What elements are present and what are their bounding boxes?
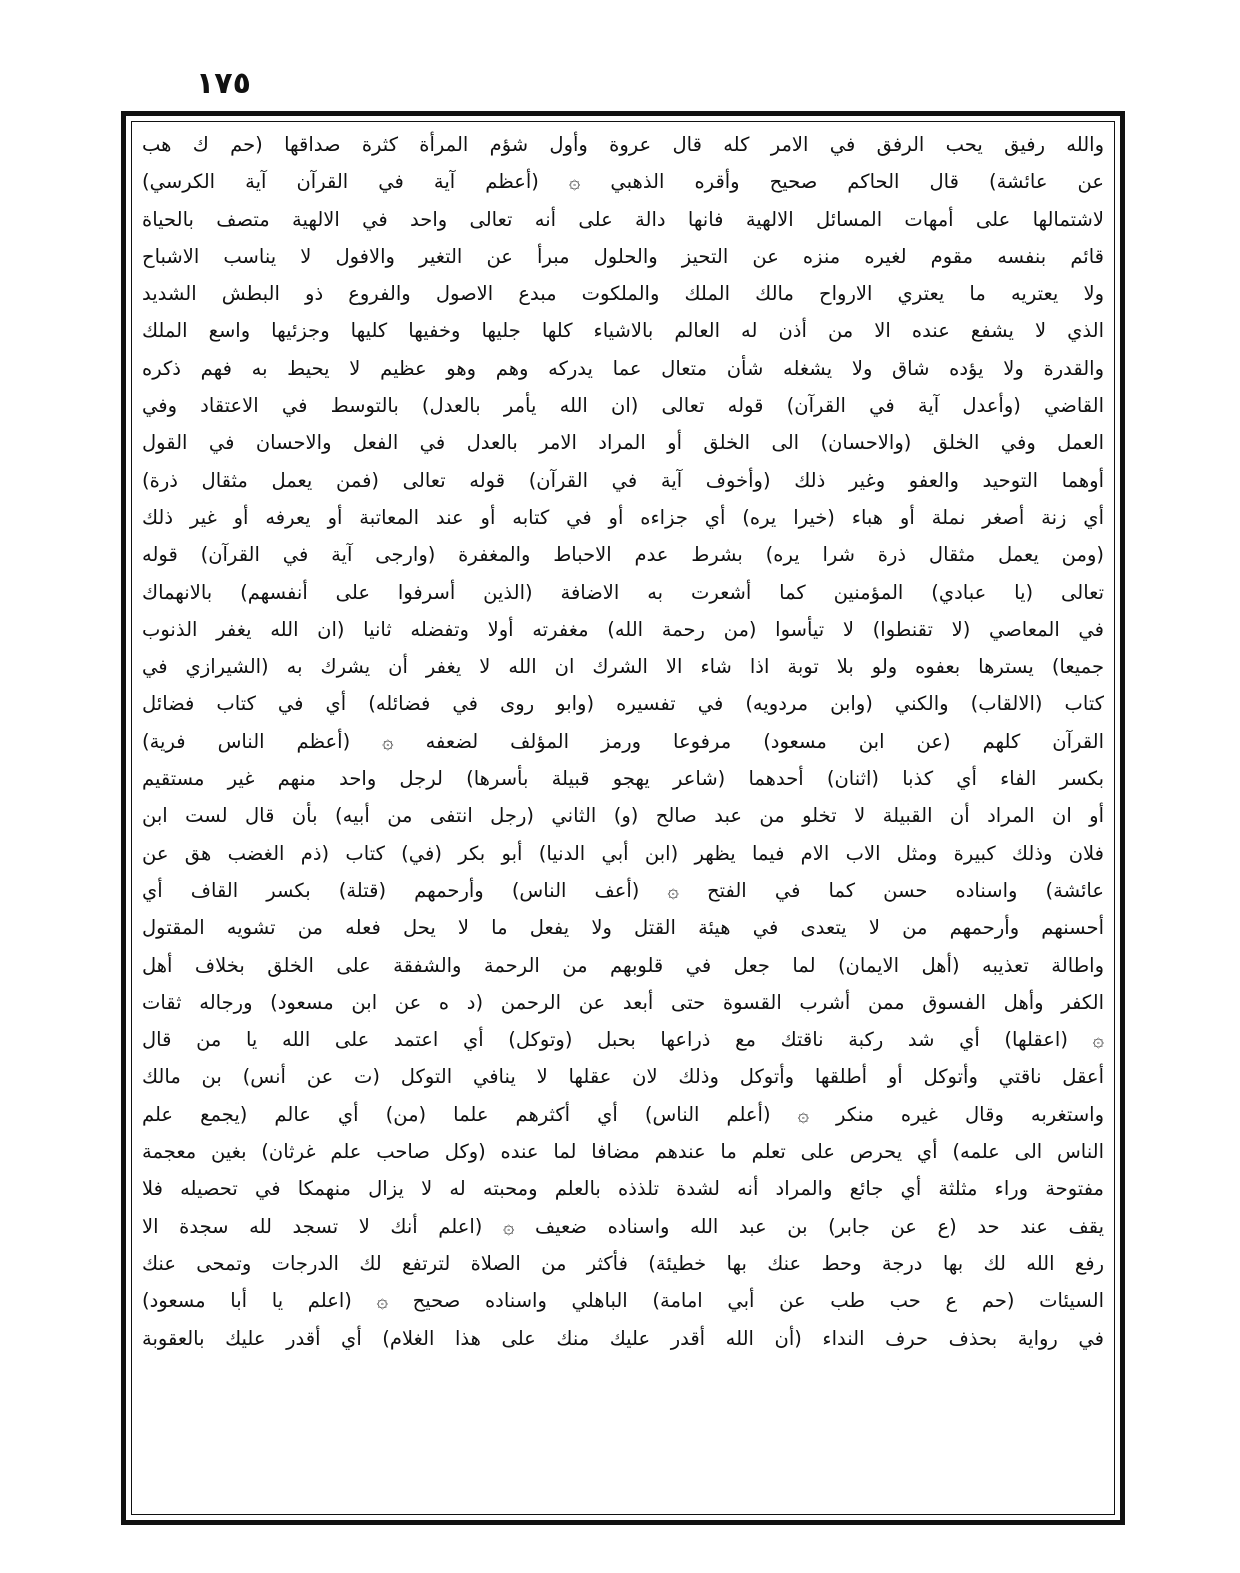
text-line: السيئات (حم ع حب طب عن أبي امامة) الباهلي واسناده صحيح ۞ (اعلم يا أبا مسعود)	[142, 1289, 1104, 1313]
text-line: في المعاصي (لا تقنطوا) لا تيأسوا (من رحمة الله) مغفرته أولا وتفضله ثانيا (ان الله يغفر الذنوب	[142, 617, 1104, 641]
text-line: مفتوحة وراء مثلثة أي جائع والمراد أنه لشدة تلذذه بالعلم ومحبته له لا يزال منهمكا في تحصيله فلا	[142, 1177, 1104, 1201]
text-line: الكفر وأهل الفسوق ممن أشرب القسوة حتى أبعد عن الرحمن (د ه عن ابن مسعود) ورجاله ثقات	[142, 990, 1104, 1014]
text-line: أحسنهم وأرحمهم من لا يتعدى في هيئة القتل ولا يفعل ما لا يحل فعله من تشويه المقتول	[142, 916, 1104, 940]
text-line: لاشتمالها على أمهات المسائل الالهية فانها دالة على أنه تعالى واحد في الالهية متصف بالحياة	[142, 207, 1104, 231]
text-line: ولا يعتريه ما يعتري الارواح مالك الملك والملكوت مبدع الاصول والفروع ذو البطش الشديد	[142, 282, 1104, 306]
text-line: في رواية بحذف حرف النداء (أن الله أقدر عليك منك على هذا الغلام) أي أقدر عليك بالعقوبة	[142, 1326, 1104, 1350]
text-line: أي زنة أصغر نملة أو هباء (خيرا يره) أي جزاءه أو في كتابه أو عند المعاتبة أو يعرفه أو غير ذلك	[142, 505, 1104, 529]
text-line: العمل وفي الخلق (والاحسان) الى الخلق أو المراد الامر بالعدل في الفعل والاحسان في القول	[142, 431, 1104, 455]
text-line: بكسر الفاء أي كذبا (اثنان) أحدهما (شاعر يهجو قبيلة بأسرها) لرجل واحد منهم غير مستقيم	[142, 767, 1104, 791]
text-line: فلان وذلك كبيرة ومثل الاب الام فيما يظهر (ابن أبي الدنيا) أبو بكر (في) كتاب (ذم الغضب هق عن	[142, 841, 1104, 865]
text-line: تعالى (يا عبادي) المؤمنين كما أشعرت به الاضافة (الذين أسرفوا على أنفسهم) بالانهماك	[142, 580, 1104, 604]
text-line: ۞ (اعقلها) أي شد ركبة ناقتك مع ذراعها بحبل (وتوكل) أي اعتمد على الله يا من قال	[142, 1028, 1104, 1052]
text-line: جميعا) يسترها بعفوه ولو بلا توبة اذا شاء الا الشرك ان الله لا يغفر أن يشرك به (الشيرازي في	[142, 655, 1104, 679]
text-line: عن عائشة) قال الحاكم صحيح وأقره الذهبي ۞ (أعظم آية في القرآن آية الكرسي)	[142, 170, 1104, 194]
text-line: عائشة) واسناده حسن كما في الفتح ۞ (أعف الناس) وأرحمهم (قتلة) بكسر القاف أي	[142, 878, 1104, 902]
text-line: واستغربه وقال غيره منكر ۞ (أعلم الناس) أي أكثرهم علما (من) أي عالم (يجمع علم	[142, 1102, 1104, 1126]
text-line: أعقل ناقتي وأتوكل أو أطلقها وأتوكل وذلك لان عقلها لا ينافي التوكل (ت عن أنس) بن مالك	[142, 1065, 1104, 1089]
page-number: ١٧٥	[196, 66, 251, 101]
text-line: قائم بنفسه مقوم لغيره منزه عن التحيز والحلول مبرأ عن التغير والافول لا يناسب الاشباح	[142, 244, 1104, 268]
text-line: والله رفيق يحب الرفق في الامر كله قال عروة وأول شؤم المرأة كثرة صداقها (حم ك هب	[142, 133, 1104, 156]
text-line: الناس الى علمه) أي يحرص على تعلم ما عندهم مضافا لما عنده (وكل صاحب علم غرثان) بغين معجمة	[142, 1140, 1104, 1164]
main-text-block	[142, 126, 1104, 1512]
text-line: كتاب (الالقاب) والكني (وابن مردويه) في تفسيره (وابو روى في فضائله) أي في كتاب فضائل	[142, 692, 1104, 716]
text-line: (ومن يعمل مثقال ذرة شرا يره) بشرط عدم الاحباط والمغفرة (وارجى آية في القرآن) قوله	[142, 543, 1104, 567]
text-line: أوهما التوحيد والعفو وغير ذلك (وأخوف آية في القرآن) قوله تعالى (فمن يعمل مثقال ذرة)	[142, 468, 1104, 492]
text-line: القاضي (وأعدل آية في القرآن) قوله تعالى (ان الله يأمر بالعدل) بالتوسط في الاعتقاد وفي	[142, 394, 1104, 418]
text-line: والقدرة ولا يؤده شاق ولا يشغله شأن متعال عما يدركه وهم وهو عظيم لا يحيط به فهم ذكره	[142, 356, 1104, 380]
text-line: واطالة تعذيبه (أهل الايمان) لما جعل في قلوبهم من الرحمة والشفقة على الخلق بخلاف أهل	[142, 953, 1104, 977]
text-line: يقف عند حد (ع عن جابر) بن عبد الله واسناده ضعيف ۞ (اعلم أنك لا تسجد لله سجدة الا	[142, 1214, 1104, 1238]
text-line: رفع الله لك بها درجة وحط عنك بها خطيئة) فأكثر من الصلاة لترتفع لك الدرجات وتمحى عنك	[142, 1251, 1104, 1275]
text-line: القرآن كلهم (عن ابن مسعود) مرفوعا ورمز المؤلف لضعفه ۞ (أعظم الناس فرية)	[142, 729, 1104, 753]
text-line: الذي لا يشفع عنده الا من أذن له العالم بالاشياء كلها جليها وخفيها كليها وجزئيها واسع الملك	[142, 319, 1104, 343]
text-line: أو ان المراد أن القبيلة لا تخلو من عبد صالح (و) الثاني (رجل انتفى من أبيه) بأن قال لست ابن	[142, 804, 1104, 828]
